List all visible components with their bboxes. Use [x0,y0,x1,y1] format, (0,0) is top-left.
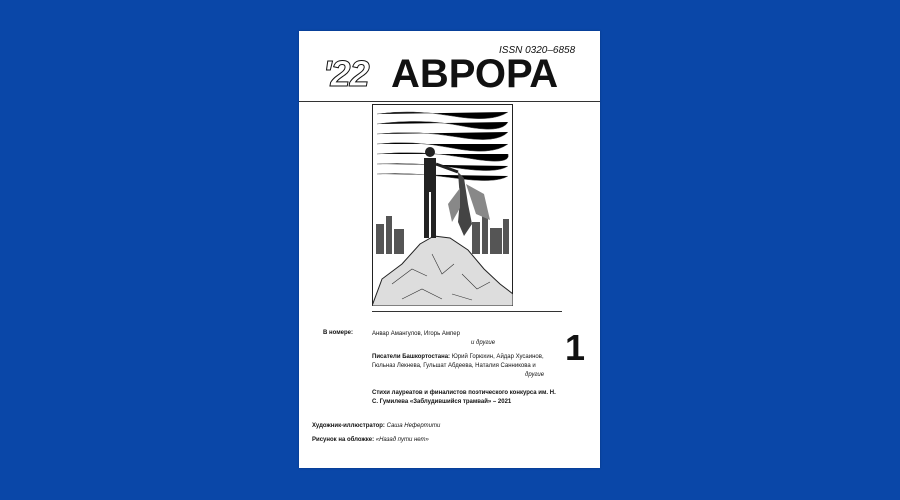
contents-line1-tail: и другие [471,340,496,346]
magazine-cover [299,31,600,468]
cover-illustration [372,104,513,306]
issue-number: 1 [565,327,586,368]
contents-line2 [372,353,562,371]
illustrator-label: Художник-иллюстратор: [312,423,385,429]
contents-label: В номере: [323,330,353,336]
cover-credit [312,436,429,445]
illustrator-name: Саша Нефертити [384,423,441,429]
contents-line2-tail: другие [525,372,545,378]
issue-year: '22 [323,53,369,94]
contents-divider [372,311,562,312]
contents-line1: Анвар Амангулов, Игорь Ампер [372,331,460,337]
cover-label: Рисунок на обложке: [312,437,375,443]
cover-title: «Назад пути нет» [374,437,429,443]
header-divider [299,101,600,102]
issn: ISSN 0320–6858 [499,45,576,56]
contents-line2-rest: Юрий Горюхин, Айдар Хусаинов, Гюльназ Лекнева, Гульшат Абдеева, Наталия Санникова и [372,354,544,369]
contents-line3: Стихи лауреатов и финалистов поэтического конкурса им. Н. С. Гумилева «Заблудившийся трамвай» – 2021 [372,390,556,405]
contents-line2-lead: Писатели Башкортостана: [372,354,451,360]
illustrator-credit [312,422,440,431]
magazine-title: АВРОРА [391,52,559,96]
